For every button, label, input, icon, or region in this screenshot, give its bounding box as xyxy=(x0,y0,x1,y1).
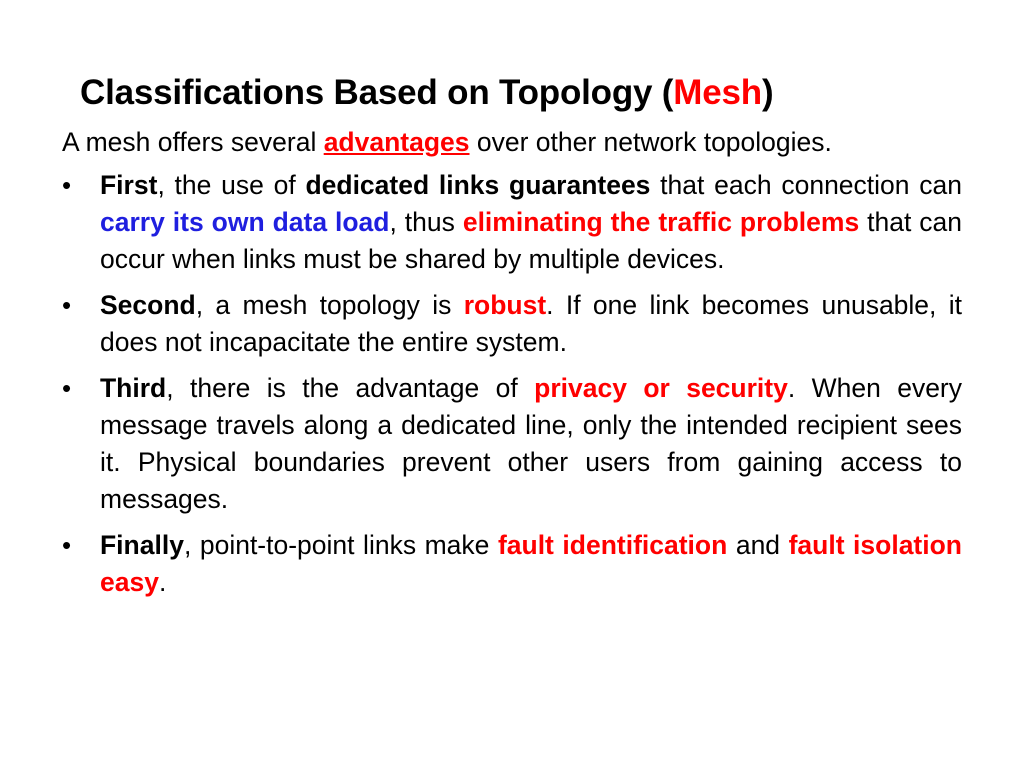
first-bold: dedicated links guarantees xyxy=(305,170,651,200)
bullet-icon: • xyxy=(62,290,72,320)
list-item-second xyxy=(62,287,962,361)
third-red-highlight: privacy or security xyxy=(534,373,788,403)
intro-paragraph xyxy=(62,124,962,161)
intro-text-2: over other network topologies. xyxy=(469,127,832,157)
list-item-first xyxy=(62,167,962,278)
third-text-2: . When every message travels along a dedicated line, only the intended recipient sees it. Physical boundaries prevent other users from gaining access to messages. xyxy=(100,373,963,514)
bullet-icon: • xyxy=(62,530,72,560)
finally-red-highlight-2: fault isolation easy xyxy=(100,530,962,597)
finally-lead: Finally xyxy=(100,530,184,560)
bullet-icon: • xyxy=(62,170,72,200)
first-text-2: that each connection can xyxy=(650,170,962,200)
finally-text-1: , point-to-point links make xyxy=(183,530,498,560)
first-text-4: that can occur when links must be shared by multiple devices. xyxy=(100,207,962,274)
slide-body xyxy=(62,124,962,610)
third-lead: Third xyxy=(100,373,167,403)
title-suffix: ) xyxy=(761,73,774,112)
slide-title xyxy=(80,66,773,120)
second-red-highlight: robust xyxy=(463,290,547,320)
advantages-list xyxy=(62,167,962,601)
list-item-finally xyxy=(62,527,962,601)
first-text-3: , thus xyxy=(389,207,463,237)
finally-text-2: and xyxy=(727,530,789,560)
third-text-1: , there is the advantage of xyxy=(166,373,535,403)
bullet-icon: • xyxy=(62,373,72,403)
intro-text-1: A mesh offers several xyxy=(62,127,324,157)
first-lead: First xyxy=(100,170,158,200)
list-item-third xyxy=(62,370,962,518)
intro-highlight: advantages xyxy=(323,127,470,157)
title-prefix: Classifications Based on Topology ( xyxy=(80,73,674,112)
finally-text-3: . xyxy=(158,567,167,597)
second-text-2: . If one link becomes unusable, it does not incapacitate the entire system. xyxy=(100,290,963,357)
finally-red-highlight-1: fault identification xyxy=(497,530,728,560)
second-text-1: , a mesh topology is xyxy=(195,290,464,320)
second-lead: Second xyxy=(100,290,196,320)
first-text-1: , the use of xyxy=(157,170,306,200)
first-blue-highlight: carry its own data load xyxy=(100,207,390,237)
first-red-highlight: eliminating the traffic problems xyxy=(462,207,860,237)
title-highlight: Mesh xyxy=(673,73,762,112)
